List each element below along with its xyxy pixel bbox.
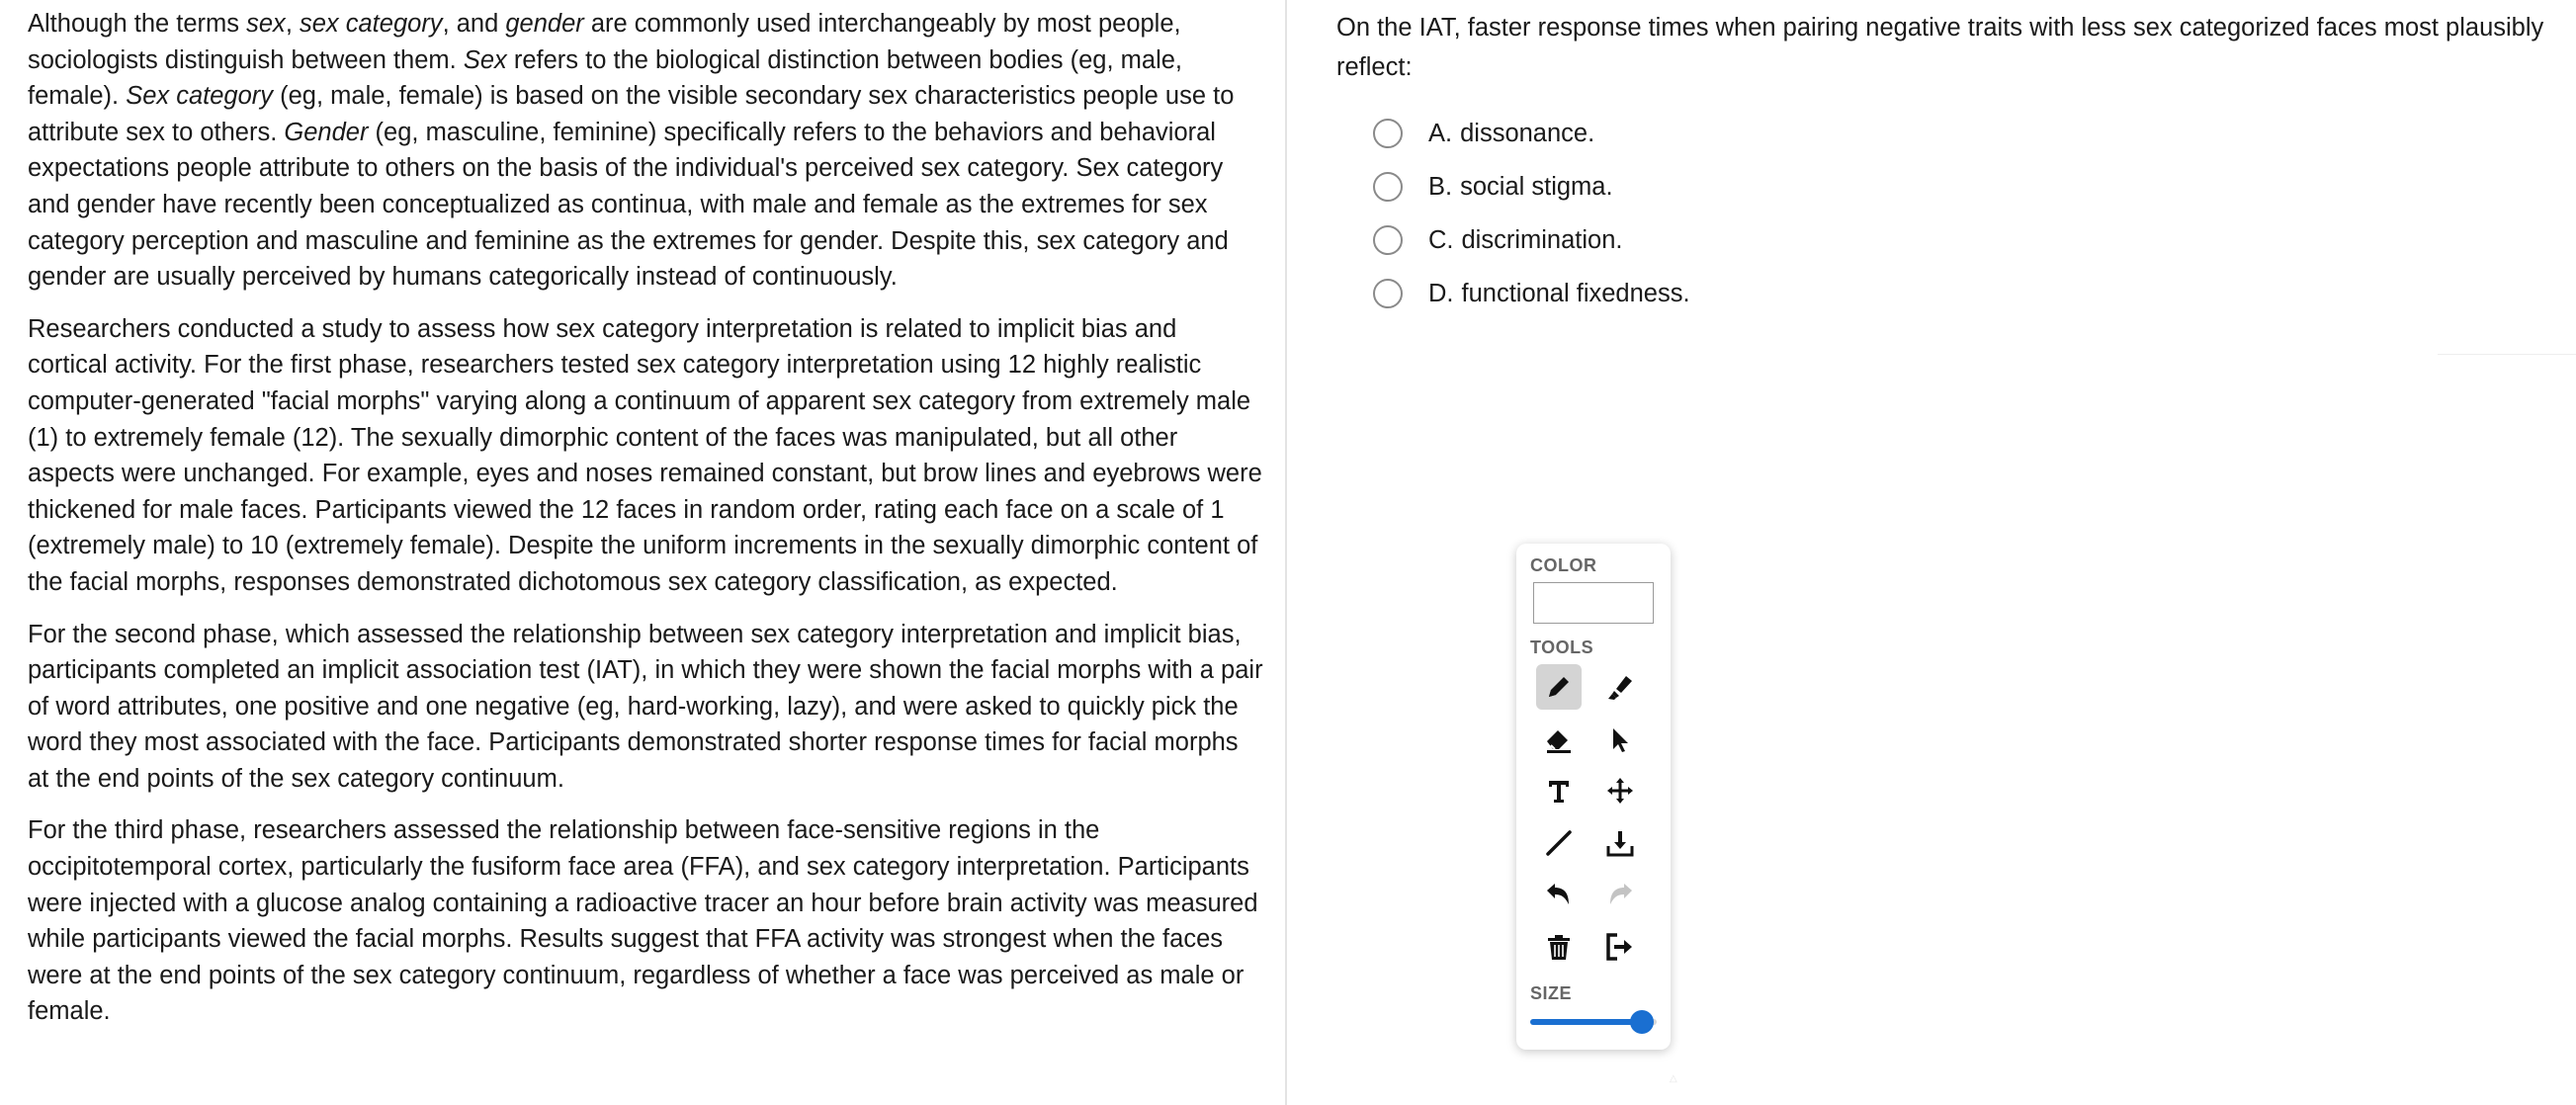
choice-letter: B. (1428, 172, 1453, 201)
passage-paragraph (28, 311, 1263, 601)
size-slider[interactable] (1530, 1010, 1657, 1034)
radio-button-a[interactable] (1373, 119, 1403, 148)
passage-text: Although the terms (28, 10, 247, 38)
radio-button-c[interactable] (1373, 225, 1403, 255)
move-icon (1604, 775, 1636, 807)
choice-letter: A. (1428, 119, 1453, 147)
passage-text: refers to the biological distinction between bodies (eg, male, female). (28, 45, 1183, 111)
line-icon (1543, 827, 1575, 859)
trash-icon (1543, 931, 1575, 963)
answer-choice-d[interactable] (1336, 267, 2556, 320)
passage-text: , and (442, 10, 506, 38)
download-tool-button[interactable] (1597, 820, 1643, 866)
line-tool-button[interactable] (1536, 820, 1582, 866)
highlighter-icon (1604, 671, 1636, 703)
passage-term: sex (246, 10, 286, 38)
passage-term: Gender (284, 118, 369, 146)
passage-text: are commonly used interchangeably by most people, sociologists distinguish between them. (28, 10, 1181, 74)
pen-tool-button[interactable] (1536, 664, 1582, 710)
toolbar-caret-icon: △ (1670, 1073, 1677, 1084)
annotation-toolbar (1516, 544, 1671, 1050)
passage-term: Sex (463, 45, 507, 74)
tools-label: TOOLS (1530, 638, 1594, 657)
passage-paragraph (28, 6, 1263, 296)
radio-button-b[interactable] (1373, 172, 1403, 202)
pen-icon (1543, 671, 1575, 703)
select-pointer-icon (1604, 723, 1636, 755)
exit-icon (1604, 931, 1636, 963)
choice-letter: D. (1428, 279, 1454, 307)
question-pane (1289, 0, 2576, 1105)
divider (2438, 354, 2576, 355)
tool-grid (1536, 664, 1657, 976)
move-tool-button[interactable] (1597, 768, 1643, 813)
eraser-icon (1543, 723, 1575, 755)
passage-term: Sex category (126, 82, 274, 111)
radio-button-d[interactable] (1373, 279, 1403, 308)
passage-text: (eg, masculine, feminine) specifically refers to the behaviors and behavioral expectations people attribute to others on the basis of the individual's perceived sex category. Sex category and gender have recently been conceptualized as continua, with male and female as the extremes for sex category perception and masculine and feminine as the extremes for gender. Despite this, sex category and gender are usually perceived by humans categorically instead of continuously. (28, 118, 1229, 292)
size-slider-thumb[interactable] (1630, 1010, 1654, 1034)
exit-tool-button[interactable] (1597, 924, 1643, 970)
undo-button[interactable] (1536, 872, 1582, 917)
redo-icon (1604, 879, 1636, 910)
choice-letter: C. (1428, 225, 1454, 254)
passage-paragraph (28, 617, 1263, 798)
color-picker[interactable] (1533, 582, 1654, 624)
choice-text: functional fixedness. (1461, 279, 1690, 307)
size-slider-fill (1530, 1019, 1642, 1025)
passage-text: Researchers conducted a study to assess how sex category interpretation is related to implicit bias and cortical activity. For the first phase, researchers tested sex category interpretation using 12 highly realistic computer-generated "facial morphs" varying along a continuum of apparent sex category from extremely male (1) to extremely female (12). The sexually dimorphic content of the faces was manipulated, but all other aspects were unchanged. For example, eyes and noses remained constant, but brow lines and eyebrows were thickened for male faces. Participants viewed the 12 faces in random order, rating each face on a scale of 1 (extremely male) to 10 (extremely female). Despite the uniform increments in the sexually dimorphic content of the facial morphs, responses demonstrated dichotomous sex category classification, as expected. (28, 314, 1262, 596)
highlighter-tool-button[interactable] (1597, 664, 1643, 710)
answer-choice-c[interactable] (1336, 213, 2556, 267)
size-label: SIZE (1530, 983, 1573, 1003)
passage-pane (0, 0, 1287, 1105)
redo-button[interactable] (1597, 872, 1643, 917)
answer-choice-b[interactable] (1336, 160, 2556, 213)
passage-text: (eg, male, female) is based on the visible secondary sex characteristics people use to attribute sex to others. (28, 82, 1235, 146)
download-icon (1604, 827, 1636, 859)
passage-term: sex category (299, 10, 443, 38)
passage-paragraph (28, 812, 1263, 1030)
passage-text: For the third phase, researchers assessed the relationship between face-sensitive regions in the occipitotemporal cortex, particularly the fusiform face area (FFA), and sex category interpretation. Participants were injected with a glucose analog containing a radioactive tracer an hour before brain activity was measured while participants viewed the facial morphs. Results suggest that FFA activity was strongest when the faces were at the end points of the sex category continuum, regardless of whether a face was perceived as male or female. (28, 816, 1258, 1026)
choice-text: discrimination. (1461, 225, 1623, 254)
trash-tool-button[interactable] (1536, 924, 1582, 970)
choice-text: social stigma. (1460, 172, 1613, 201)
text-tool-button[interactable] (1536, 768, 1582, 813)
passage-text: For the second phase, which assessed the relationship between sex category interpretation and implicit bias, participants completed an implicit association test (IAT), in which they were shown the facial morphs with a pair of word attributes, one positive and one negative (eg, hard-working, lazy), and were asked to quickly pick the word they most associated with the face. Participants demonstrated shorter response times for facial morphs at the end points of the sex category continuum. (28, 620, 1263, 793)
choice-text: dissonance. (1460, 119, 1595, 147)
undo-icon (1543, 879, 1575, 910)
eraser-tool-button[interactable] (1536, 717, 1582, 762)
select-tool-button[interactable] (1597, 717, 1643, 762)
question-stem: On the IAT, faster response times when pairing negative traits with less sex categorized faces most plausibly reflect: (1336, 14, 2544, 81)
text-icon (1543, 775, 1575, 807)
answer-choice-a[interactable] (1336, 107, 2556, 160)
color-label: COLOR (1530, 555, 1597, 575)
passage-term: gender (505, 10, 584, 38)
passage-text: , (285, 10, 300, 38)
